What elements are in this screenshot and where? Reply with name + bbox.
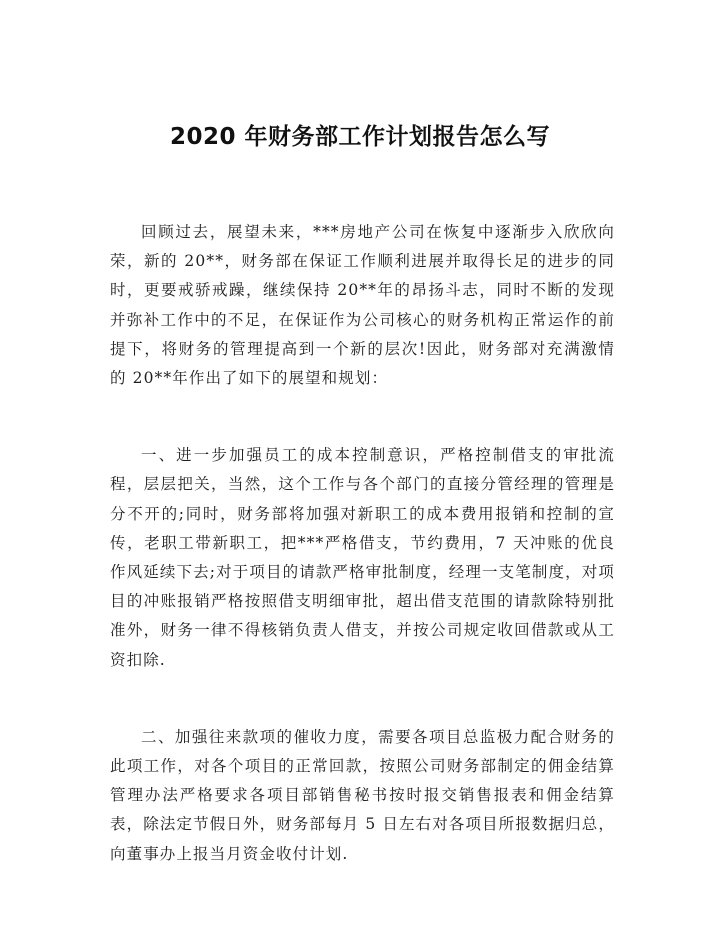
paragraph-section-two: 二、加强往来款项的催收力度，需要各项目总监极力配合财务的此项工作，对各个项目的正常回款，按照公司财务部制定的佣金结算管理办法严格要求各项目部销售秘书按时报交销售报表和佣金结算表，除法定节假日外，财务部每月 5 日左右对各项目所报数据归总，向董事办上报当月资金收付计划.	[110, 727, 615, 863]
document-title: 2020 年财务部工作计划报告怎么写	[169, 124, 551, 150]
paragraph-section-one: 一、进一步加强员工的成本控制意识，严格控制借支的审批流程，层层把关，当然，这个工作与各个部门的直接分管经理的管理是分不开的;同时，财务部将加强对新职工的成本费用报销和控制的宣传，老职工带新职工，把***严格借支，节约费用，7 天冲账的优良作风延续下去;对于项目的请款严格审批制度，经理一支笔制度，对项目的冲账报销严格按照借支明细审批，超出借支范围的请款除特别批准外，财务一律不得核销负责人借支，并按公司规定收回借款或从工资扣除.	[110, 446, 615, 669]
document-body	[110, 218, 615, 869]
paragraph-intro: 回顾过去，展望未来，***房地产公司在恢复中逐渐步入欣欣向荣，新的 20**，财务部在保证工作顺利进展并取得长足的进步的同时，更要戒骄戒躁，继续保持 20**年的昂扬斗志，同时不断的发现并弥补工作中的不足，在保证作为公司核心的财务机构正常运作的前提下，将财务的管理提高到一个新的层次!因此，财务部对充满激情的 20**年作出了如下的展望和规划：	[110, 223, 615, 388]
